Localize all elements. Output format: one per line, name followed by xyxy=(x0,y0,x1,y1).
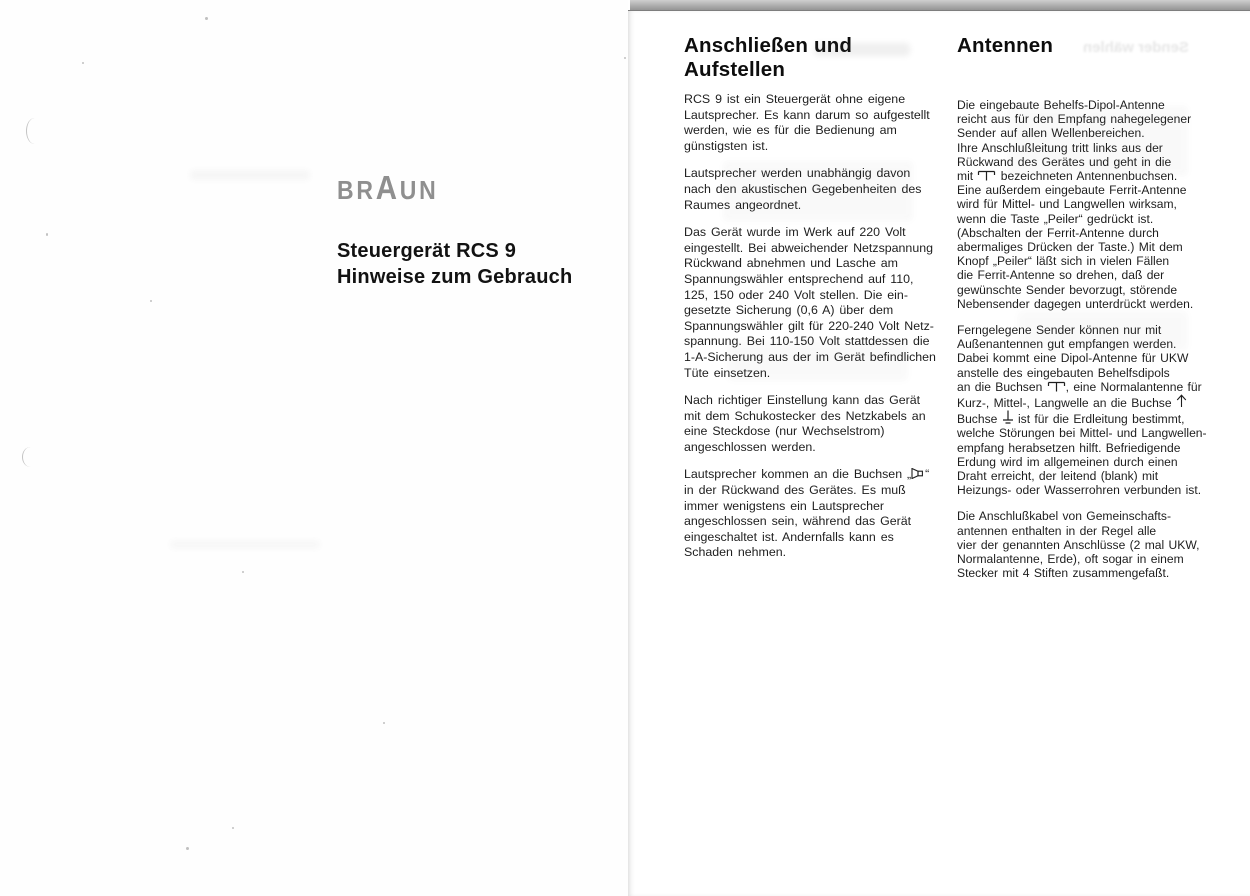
text-line: Lautsprecher werden unabhängig davon xyxy=(684,166,911,181)
heading-line: Anschließen und xyxy=(684,34,853,57)
text-line: Erdung wird im allgemeinen durch einen xyxy=(957,454,1178,469)
text-line: antennen enthalten in der Regel alle xyxy=(957,523,1157,538)
braun-logo xyxy=(337,170,439,208)
text-line: RCS 9 ist ein Steuergerät ohne eigene xyxy=(684,92,906,106)
scan-speck xyxy=(624,57,626,59)
text-line: an die Buchsen , eine Normalantenne für xyxy=(957,379,1202,394)
heading-line: Antennen xyxy=(957,34,1054,57)
text-line: anstelle des eingebauten Behelfsdipols xyxy=(957,365,1170,380)
text-line: mit dem Schukostecker des Netzkabels an xyxy=(684,408,926,423)
text-line: spannung. Bei 110-150 Volt stattdessen die xyxy=(684,334,930,349)
text-line: Nebensender dagegen unterdrückt werden. xyxy=(957,296,1194,311)
column-connect-setup xyxy=(684,34,946,573)
heading-line: Aufstellen xyxy=(684,58,786,81)
scan-speck xyxy=(150,300,152,302)
text-line: Eine außerdem eingebaute Ferrit-Antenne xyxy=(957,183,1187,198)
speaker-icon xyxy=(911,468,925,479)
text-line: Ferngelegene Sender können nur mit xyxy=(957,323,1162,338)
paragraph xyxy=(684,92,946,154)
scan-speck xyxy=(82,62,84,64)
text-line: Rückwand abnehmen und Lasche am xyxy=(684,256,898,271)
bleed-smudge xyxy=(1008,106,1188,176)
page-edge-shadow xyxy=(630,0,1250,11)
text-line: Draht erreicht, der leitend (blank) mit xyxy=(957,469,1159,484)
bleed-smudge xyxy=(190,170,310,180)
text-line: Schaden nehmen. xyxy=(684,545,787,560)
text-line: Kurz-, Mittel-, Langwelle an die Buchse xyxy=(957,394,1215,410)
text-line: Knopf „Peiler“ läßt sich in vielen Fällen xyxy=(957,254,1170,269)
scan-speck xyxy=(186,847,189,850)
antenna-up-arrow-icon xyxy=(1176,394,1187,408)
text-line: Ihre Anschlußleitung tritt links aus der xyxy=(957,140,1163,155)
logo-letter: U xyxy=(399,176,420,206)
text-line: Heizungs- oder Wasserrohren verbunden ist. xyxy=(957,483,1202,498)
text-line: Normalantenne, Erde), oft sogar in einem xyxy=(957,552,1184,567)
text-line: Lautsprecher kommen an die Buchsen „ “ xyxy=(684,467,930,482)
text-line: günstigsten ist. xyxy=(684,138,769,153)
text-line: wird für Mittel- und Langwellen wirksam, xyxy=(957,197,1177,212)
scan-speck xyxy=(232,827,234,829)
section-heading-connect xyxy=(684,34,946,82)
instructions-page xyxy=(628,11,1250,896)
text-line: werden, wie es für die Bedienung am xyxy=(684,123,897,138)
bleed-smudge xyxy=(1018,311,1188,351)
text-line: eingeschaltet ist. Andernfalls kann es xyxy=(684,529,894,544)
text-line: Raumes angeordnet. xyxy=(684,197,802,212)
text-line: angeschlossen sein, während das Gerät xyxy=(684,514,912,529)
scan-speck xyxy=(242,571,244,573)
text-line: Nach richtiger Einstellung kann das Gerät xyxy=(684,393,921,408)
text-line: wenn die Taste „Peiler“ gedrückt ist. xyxy=(957,211,1154,226)
text-line: Das Gerät wurde im Werk auf 220 Volt xyxy=(684,225,906,240)
document-title xyxy=(337,238,572,290)
text-line: Tüte einsetzen. xyxy=(684,365,771,380)
text-line: Spannungswähler gilt für 220-240 Volt Netz- xyxy=(684,318,934,333)
bleed-smudge xyxy=(170,540,320,549)
scan-crease-mark xyxy=(26,118,43,144)
text-line: Rückwand des Gerätes und geht in die xyxy=(957,154,1172,169)
text-line: die Ferrit-Antenne so drehen, daß der xyxy=(957,268,1165,283)
logo-letter: B xyxy=(337,176,357,206)
text-line: abermaliges Drücken der Taste.) Mit dem xyxy=(957,240,1183,255)
text-line: in der Rückwand des Gerätes. Es muß xyxy=(684,483,906,498)
text-line: Spannungswähler entsprechend auf 110, xyxy=(684,271,914,286)
text-line: gewünschte Sender bevorzugt, störende xyxy=(957,282,1178,297)
text-line: mit bezeichneten Antennenbuchsen. xyxy=(957,169,1178,184)
dipole-antenna-icon xyxy=(1047,381,1066,392)
text-line: Stecker mit 4 Stiften zusammengefaßt. xyxy=(957,566,1170,581)
logo-letter: R xyxy=(356,176,376,206)
title-line-1: Steuergerät RCS 9 xyxy=(337,240,517,262)
scan-crease-mark xyxy=(22,447,39,467)
paragraph xyxy=(684,467,946,561)
text-line: empfang herabsetzen hilft. Befriedigende xyxy=(957,440,1181,455)
text-line: Buchse ist für die Erdleitung bestimmt, xyxy=(957,412,1185,427)
bleed-smudge xyxy=(728,341,908,381)
text-line: eingestellt. Bei abweichender Netzspannung xyxy=(684,240,933,255)
paragraph xyxy=(684,393,946,455)
text-line: Dabei kommt eine Dipol-Antenne für UKW xyxy=(957,351,1189,366)
text-line: vier der genannten Anschlüsse (2 mal UKW, xyxy=(957,537,1200,552)
text-line: immer wenigstens ein Lautsprecher xyxy=(684,498,885,513)
bleed-through-heading: Sender wählen xyxy=(1083,39,1189,56)
text-line: gesetzte Sicherung (0,6 A) über dem xyxy=(684,303,894,318)
text-line: nach den akustischen Gegebenheiten des xyxy=(684,181,922,196)
text-line: welche Störungen bei Mittel- und Langwellen- xyxy=(957,426,1207,441)
paragraph xyxy=(957,509,1215,580)
text-line: Die eingebaute Behelfs-Dipol-Antenne xyxy=(957,98,1165,112)
text-line: angeschlossen werden. xyxy=(684,439,816,454)
text-line: eine Steckdose (nur Wechselstrom) xyxy=(684,424,885,439)
dipole-antenna-icon xyxy=(977,170,996,181)
scan-speck xyxy=(383,722,385,724)
text-line: reicht aus für den Empfang nahegelegener xyxy=(957,112,1192,127)
earth-ground-icon xyxy=(1002,410,1014,424)
scan-speck xyxy=(46,233,48,236)
bleed-smudge xyxy=(723,161,913,221)
text-line: Außenantennen gut empfangen werden. xyxy=(957,337,1177,352)
text-line: 1-A-Sicherung aus der im Gerät befindlichen xyxy=(684,349,936,364)
text-line: (Abschalten der Ferrit-Antenne durch xyxy=(957,225,1159,240)
text-line: Lautsprecher. Es kann darum so aufgestellt xyxy=(684,107,930,122)
title-line-2: Hinweise zum Gebrauch xyxy=(337,266,573,288)
bleed-smudge xyxy=(814,43,910,56)
text-line: 125, 150 oder 240 Volt stellen. Die ein- xyxy=(684,287,908,302)
logo-letter: N xyxy=(419,176,439,206)
text-line: Die Anschlußkabel von Gemeinschafts- xyxy=(957,509,1171,524)
text-line: Sender auf allen Wellenbereichen. xyxy=(957,126,1145,141)
logo-letter: A xyxy=(375,168,400,207)
scan-speck xyxy=(205,17,208,20)
